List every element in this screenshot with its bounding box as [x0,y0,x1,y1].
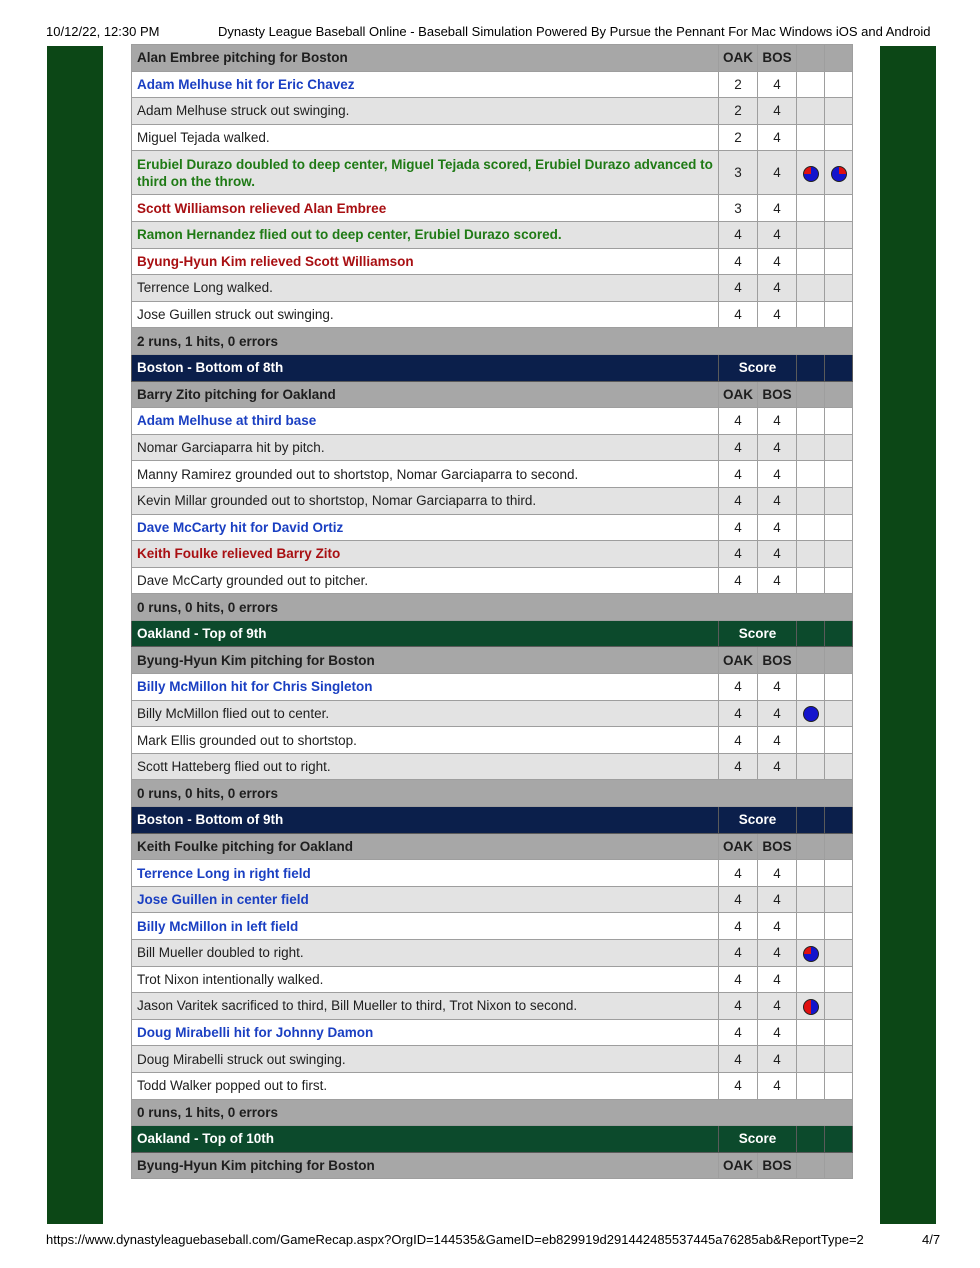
play-description: Terrence Long walked. [132,275,719,302]
icon-cell [797,45,825,72]
oak-score: 4 [719,940,758,967]
bos-score: 4 [758,940,797,967]
bos-score: 4 [758,124,797,151]
icon-cell [825,727,853,754]
right-side-bar [880,46,936,1224]
play-row [132,727,853,754]
bos-score: 4 [758,301,797,328]
bos-score: 4 [758,98,797,125]
icon-cell [825,98,853,125]
game-recap-body [132,45,853,1179]
oak-score: 4 [719,860,758,887]
play-row [132,1072,853,1099]
play-row [132,248,853,275]
play-row [132,1019,853,1046]
bases-empty-icon [803,706,819,722]
play-row [132,886,853,913]
half-inning-title: Oakland - Top of 9th [132,620,719,647]
icon-cell [825,620,853,647]
icon-cell [797,966,825,993]
half-inning-header [132,620,853,647]
play-description: Doug Mirabelli struck out swinging. [132,1046,719,1073]
oak-score: 4 [719,541,758,568]
play-description: Scott Hatteberg flied out to right. [132,753,719,780]
oak-score: 4 [719,408,758,435]
play-description: Adam Melhuse at third base [132,408,719,435]
icon-cell [797,71,825,98]
oak-score: 4 [719,753,758,780]
print-date: 10/12/22, 12:30 PM [46,24,160,39]
base-runners-first-icon [803,166,819,182]
play-row [132,700,853,727]
base-runners-first-icon [803,946,819,962]
icon-cell [797,886,825,913]
icon-cell [825,700,853,727]
pitcher-label: Alan Embree pitching for Boston [132,45,719,72]
play-row [132,434,853,461]
oak-score: 2 [719,124,758,151]
play-row [132,71,853,98]
play-row [132,124,853,151]
icon-cell [825,71,853,98]
icon-cell [797,354,825,381]
play-description: Mark Ellis grounded out to shortstop. [132,727,719,754]
oak-score: 4 [719,221,758,248]
icon-cell [825,940,853,967]
play-description: Todd Walker popped out to first. [132,1072,719,1099]
play-row [132,301,853,328]
oak-score: 4 [719,514,758,541]
bos-score: 4 [758,71,797,98]
icon-cell [797,913,825,940]
icon-cell [797,487,825,514]
bos-score: 4 [758,886,797,913]
icon-cell [797,620,825,647]
icon-cell [797,567,825,594]
play-description: Miguel Tejada walked. [132,124,719,151]
play-row [132,860,853,887]
half-inning-header [132,807,853,834]
icon-cell [797,727,825,754]
bos-score: 4 [758,408,797,435]
play-row [132,674,853,701]
icon-cell [797,833,825,860]
inning-summary: 0 runs, 0 hits, 0 errors [132,780,853,807]
play-description: Byung-Hyun Kim relieved Scott Williamson [132,248,719,275]
icon-cell [825,966,853,993]
bos-score: 4 [758,151,797,195]
half-inning-title: Boston - Bottom of 8th [132,354,719,381]
icon-cell [797,807,825,834]
icon-cell [825,301,853,328]
oak-column-header: OAK [719,45,758,72]
play-description: Jose Guillen struck out swinging. [132,301,719,328]
icon-cell [797,993,825,1020]
play-row [132,913,853,940]
oak-score: 4 [719,993,758,1020]
icon-cell [797,1046,825,1073]
oak-score: 4 [719,886,758,913]
pitcher-row [132,1152,853,1179]
icon-cell [797,408,825,435]
print-url: https://www.dynastyleaguebaseball.com/GameRecap.aspx?OrgID=144535&GameID=eb829919d291442485537445a76285ab&ReportType=2 [46,1232,864,1247]
play-description: Dave McCarty hit for David Ortiz [132,514,719,541]
icon-cell [825,860,853,887]
icon-cell [797,1072,825,1099]
bos-score: 4 [758,434,797,461]
oak-score: 4 [719,674,758,701]
game-recap-table [131,44,853,1179]
base-runners-first-second-icon [803,999,819,1015]
play-description: Trot Nixon intentionally walked. [132,966,719,993]
play-description: Erubiel Durazo doubled to deep center, Miguel Tejada scored, Erubiel Durazo advanced to third on the throw. [132,151,719,195]
icon-cell [797,461,825,488]
bos-score: 4 [758,753,797,780]
bos-score: 4 [758,514,797,541]
icon-cell [797,753,825,780]
icon-cell [797,195,825,222]
icon-cell [825,381,853,408]
icon-cell [825,461,853,488]
play-description: Ramon Hernandez flied out to deep center, Erubiel Durazo scored. [132,221,719,248]
oak-column-header: OAK [719,1152,758,1179]
icon-cell [825,833,853,860]
icon-cell [825,45,853,72]
icon-cell [797,700,825,727]
play-description: Billy McMillon flied out to center. [132,700,719,727]
play-description: Billy McMillon hit for Chris Singleton [132,674,719,701]
bos-column-header: BOS [758,833,797,860]
play-row [132,541,853,568]
pitcher-row [132,381,853,408]
icon-cell [797,98,825,125]
oak-score: 4 [719,301,758,328]
oak-score: 4 [719,700,758,727]
play-description: Terrence Long in right field [132,860,719,887]
play-description: Manny Ramirez grounded out to shortstop, Nomar Garciaparra to second. [132,461,719,488]
oak-score: 4 [719,1019,758,1046]
print-footer [0,1226,980,1268]
play-description: Keith Foulke relieved Barry Zito [132,541,719,568]
oak-score: 2 [719,71,758,98]
icon-cell [797,248,825,275]
play-description: Dave McCarty grounded out to pitcher. [132,567,719,594]
play-row [132,993,853,1020]
bos-score: 4 [758,1019,797,1046]
play-description: Billy McMillon in left field [132,913,719,940]
play-row [132,461,853,488]
icon-cell [825,275,853,302]
oak-score: 4 [719,727,758,754]
oak-score: 3 [719,195,758,222]
icon-cell [797,301,825,328]
oak-score: 4 [719,275,758,302]
play-row [132,753,853,780]
inning-summary-row [132,328,853,355]
bos-score: 4 [758,700,797,727]
icon-cell [825,248,853,275]
bos-score: 4 [758,461,797,488]
play-row [132,151,853,195]
play-description: Scott Williamson relieved Alan Embree [132,195,719,222]
inning-summary: 0 runs, 1 hits, 0 errors [132,1099,853,1126]
play-description: Adam Melhuse hit for Eric Chavez [132,71,719,98]
pitcher-label: Byung-Hyun Kim pitching for Boston [132,647,719,674]
half-inning-header [132,354,853,381]
oak-score: 4 [719,567,758,594]
icon-cell [797,124,825,151]
icon-cell [825,1072,853,1099]
oak-column-header: OAK [719,381,758,408]
icon-cell [797,860,825,887]
score-header: Score [719,807,797,834]
bos-score: 4 [758,567,797,594]
oak-score: 4 [719,248,758,275]
inning-summary-row [132,594,853,621]
play-description: Nomar Garciaparra hit by pitch. [132,434,719,461]
score-header: Score [719,354,797,381]
play-row [132,940,853,967]
oak-score: 2 [719,98,758,125]
play-row [132,98,853,125]
icon-cell [825,1019,853,1046]
icon-cell [825,647,853,674]
bos-column-header: BOS [758,381,797,408]
inning-summary: 0 runs, 0 hits, 0 errors [132,594,853,621]
print-header [0,0,980,46]
bos-score: 4 [758,674,797,701]
icon-cell [797,940,825,967]
pitcher-row [132,833,853,860]
icon-cell [797,647,825,674]
icon-cell [825,1152,853,1179]
oak-score: 4 [719,434,758,461]
icon-cell [797,275,825,302]
score-header: Score [719,1126,797,1153]
base-runners-second-icon [831,166,847,182]
oak-score: 3 [719,151,758,195]
icon-cell [797,151,825,195]
oak-column-header: OAK [719,647,758,674]
icon-cell [825,753,853,780]
icon-cell [825,487,853,514]
icon-cell [825,221,853,248]
icon-cell [797,541,825,568]
oak-column-header: OAK [719,833,758,860]
print-page-number: 4/7 [922,1232,941,1247]
icon-cell [825,514,853,541]
bos-score: 4 [758,487,797,514]
icon-cell [825,807,853,834]
icon-cell [797,1126,825,1153]
icon-cell [797,1152,825,1179]
icon-cell [825,567,853,594]
bos-score: 4 [758,860,797,887]
icon-cell [797,674,825,701]
play-row [132,221,853,248]
icon-cell [797,434,825,461]
play-description: Adam Melhuse struck out swinging. [132,98,719,125]
inning-summary-row [132,780,853,807]
play-row [132,966,853,993]
icon-cell [825,993,853,1020]
icon-cell [825,354,853,381]
icon-cell [797,381,825,408]
pitcher-label: Barry Zito pitching for Oakland [132,381,719,408]
icon-cell [825,195,853,222]
play-description: Kevin Millar grounded out to shortstop, Nomar Garciaparra to third. [132,487,719,514]
play-row [132,514,853,541]
play-description: Doug Mirabelli hit for Johnny Damon [132,1019,719,1046]
bos-column-header: BOS [758,1152,797,1179]
play-row [132,408,853,435]
icon-cell [797,221,825,248]
icon-cell [825,886,853,913]
icon-cell [825,124,853,151]
pitcher-label: Keith Foulke pitching for Oakland [132,833,719,860]
oak-score: 4 [719,913,758,940]
icon-cell [825,151,853,195]
oak-score: 4 [719,1072,758,1099]
bos-column-header: BOS [758,647,797,674]
oak-score: 4 [719,461,758,488]
icon-cell [825,434,853,461]
half-inning-header [132,1126,853,1153]
icon-cell [797,514,825,541]
bos-score: 4 [758,195,797,222]
bos-score: 4 [758,1046,797,1073]
bos-score: 4 [758,541,797,568]
icon-cell [825,1126,853,1153]
play-description: Jose Guillen in center field [132,886,719,913]
pitcher-label: Byung-Hyun Kim pitching for Boston [132,1152,719,1179]
bos-score: 4 [758,966,797,993]
pitcher-row [132,45,853,72]
print-page-title: Dynasty League Baseball Online - Baseball Simulation Powered By Pursue the Pennant For Mac Windows iOS and Android [218,24,931,39]
icon-cell [797,1019,825,1046]
icon-cell [825,541,853,568]
half-inning-title: Boston - Bottom of 9th [132,807,719,834]
bos-score: 4 [758,993,797,1020]
bos-score: 4 [758,248,797,275]
play-description: Bill Mueller doubled to right. [132,940,719,967]
play-row [132,487,853,514]
oak-score: 4 [719,487,758,514]
play-row [132,1046,853,1073]
oak-score: 4 [719,1046,758,1073]
bos-score: 4 [758,275,797,302]
oak-score: 4 [719,966,758,993]
inning-summary-row [132,1099,853,1126]
bos-score: 4 [758,1072,797,1099]
bos-score: 4 [758,221,797,248]
icon-cell [825,913,853,940]
icon-cell [825,408,853,435]
left-side-bar [47,46,103,1224]
score-header: Score [719,620,797,647]
pitcher-row [132,647,853,674]
inning-summary: 2 runs, 1 hits, 0 errors [132,328,853,355]
icon-cell [825,674,853,701]
half-inning-title: Oakland - Top of 10th [132,1126,719,1153]
bos-score: 4 [758,727,797,754]
bos-column-header: BOS [758,45,797,72]
bos-score: 4 [758,913,797,940]
play-row [132,567,853,594]
icon-cell [825,1046,853,1073]
play-description: Jason Varitek sacrificed to third, Bill Mueller to third, Trot Nixon to second. [132,993,719,1020]
play-row [132,275,853,302]
play-row [132,195,853,222]
